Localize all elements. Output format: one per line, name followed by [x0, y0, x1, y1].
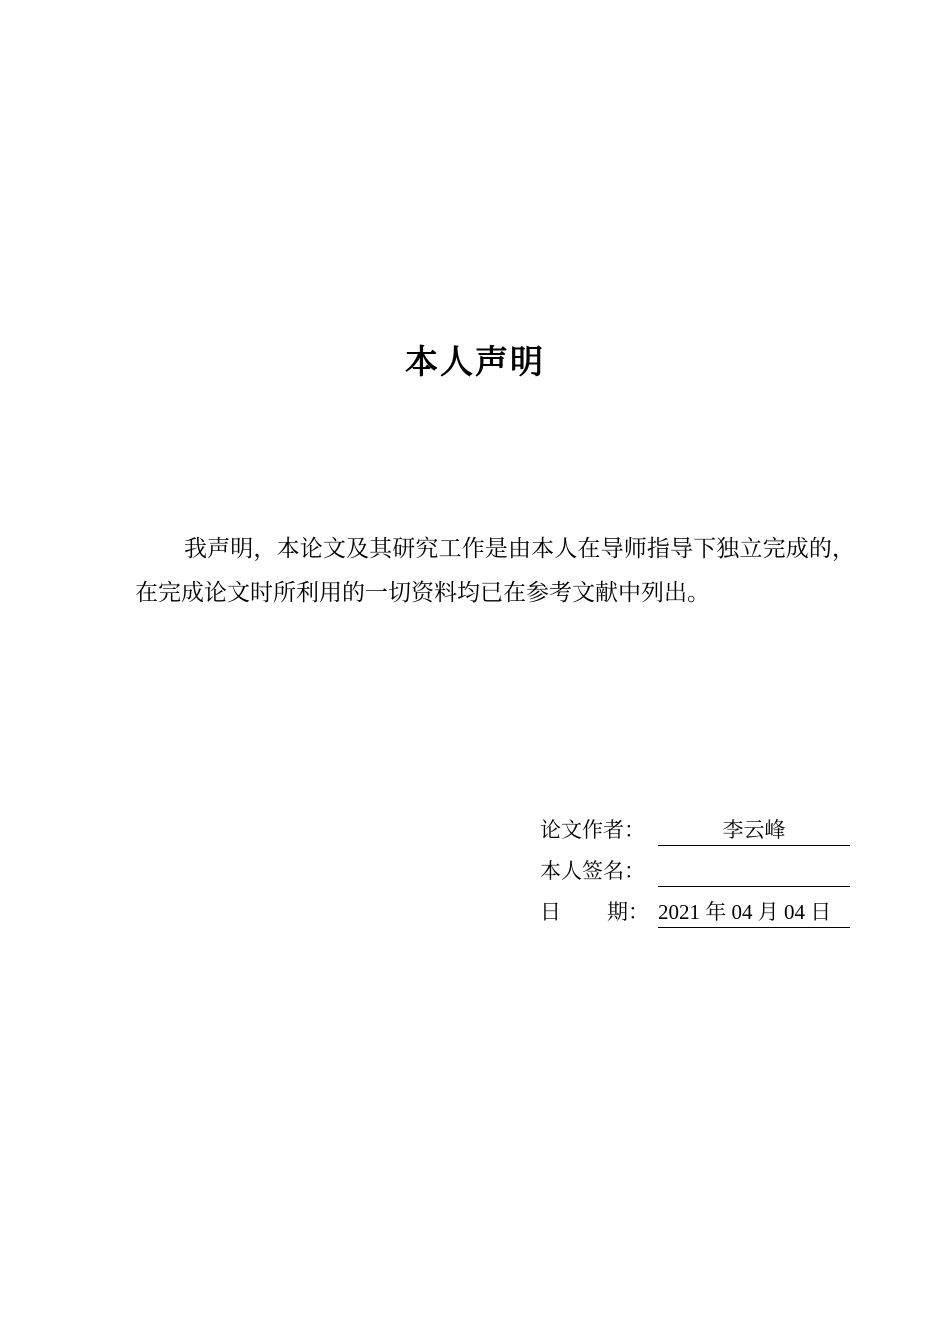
- author-name: 李云峰: [658, 815, 850, 846]
- signature-label: 本人签名：: [540, 859, 645, 883]
- author-label: 论文作者：: [540, 818, 645, 842]
- date-label-second: 期：: [607, 900, 649, 924]
- declaration-statement: 我声明，本论文及其研究工作是由本人在导师指导下独立完成的，在完成论文时所利用的一切资料均已在参考文献中列出。: [135, 536, 855, 606]
- page-title: 本人声明: [405, 342, 545, 381]
- date-label: [540, 897, 649, 927]
- date-value: 2021 年 04 月 04 日: [658, 897, 850, 928]
- author-row: [540, 815, 850, 845]
- signature-line: [658, 856, 850, 887]
- date-label-first: 日: [540, 900, 561, 924]
- signature-row: [540, 856, 850, 886]
- date-row: [540, 897, 850, 927]
